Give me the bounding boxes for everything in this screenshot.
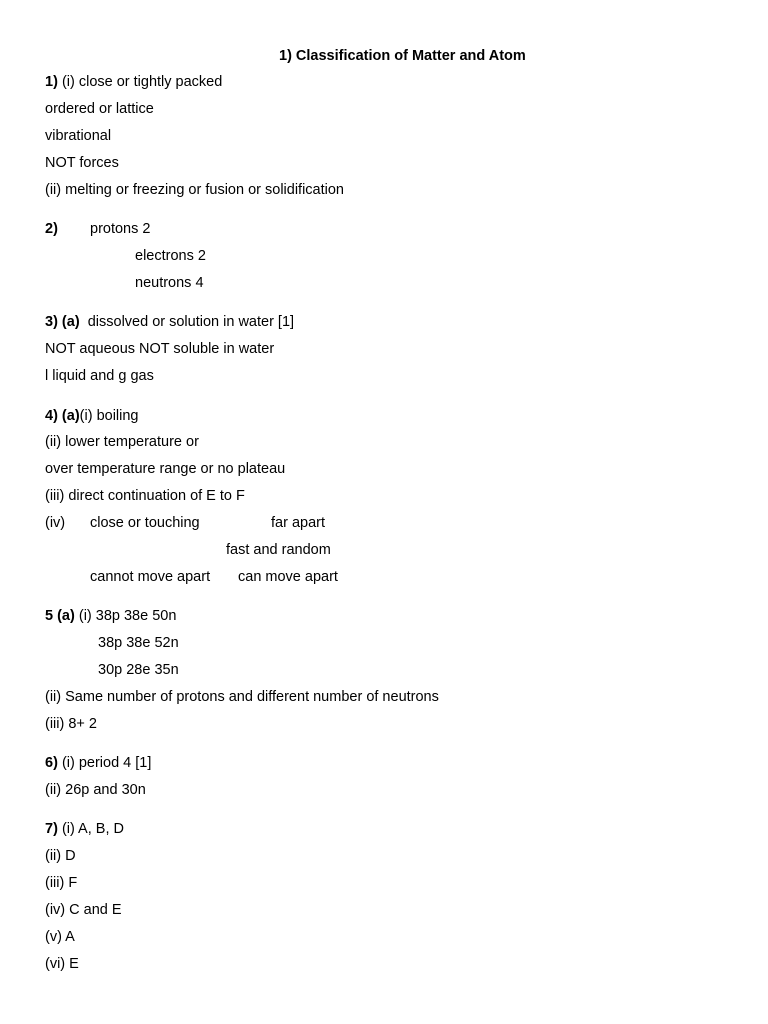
q1-line-3: vibrational: [45, 128, 112, 144]
q4-cell-fast: fast and random: [226, 542, 331, 558]
q3-number: 3) (a): [45, 314, 80, 330]
q3-line-1: [45, 313, 294, 331]
q5-line-3: 30p 28e 35n: [98, 662, 179, 678]
q4-cell-close: close or touching: [90, 515, 200, 531]
q1-line-5: (ii) melting or freezing or fusion or solidification: [45, 182, 344, 198]
q4-number: 4) (a): [45, 408, 80, 424]
q4-line-4: (iii) direct continuation of E to F: [45, 488, 245, 504]
q4-cell-can: can move apart: [238, 569, 338, 585]
q1-line-4: NOT forces: [45, 155, 119, 171]
q6-line-2: (ii) 26p and 30n: [45, 782, 146, 798]
q1-line-2: ordered or lattice: [45, 101, 154, 117]
q4-line-1: [45, 407, 139, 425]
q5-line-5: (iii) 8+ 2: [45, 716, 97, 732]
q6-text-1: (i) period 4 [1]: [61, 755, 152, 771]
q2-protons: protons 2: [90, 221, 151, 237]
q7-line-6: (vi) E: [45, 956, 79, 972]
q4-line-2: (ii) lower temperature or: [45, 434, 199, 450]
q7-line-1: [45, 820, 124, 838]
q1-text-1: (i) close or tightly packed: [61, 74, 223, 90]
page-title: 1) Classification of Matter and Atom: [279, 48, 526, 64]
q2-neutrons: neutrons 4: [135, 275, 204, 291]
q5-line-2: 38p 38e 52n: [98, 635, 179, 651]
q4-line-3: over temperature range or no plateau: [45, 461, 286, 477]
q4-text-1: (i) boiling: [79, 408, 139, 424]
q5-line-1: [45, 607, 176, 625]
q5-text-1: (i) 38p 38e 50n: [78, 608, 177, 624]
q5-line-4: (ii) Same number of protons and different number of neutrons: [45, 689, 439, 705]
q2-number: [45, 220, 58, 238]
q7-line-2: (ii) D: [45, 848, 76, 864]
q7-number: 7): [45, 821, 58, 837]
q2-number-text: 2): [45, 221, 58, 237]
q5-number: 5 (a): [45, 608, 75, 624]
q3-line-2: NOT aqueous NOT soluble in water: [45, 341, 275, 357]
q4-cell-cannot: cannot move apart: [90, 569, 211, 585]
q3-text-1: dissolved or solution in water [1]: [87, 314, 295, 330]
q7-line-4: (iv) C and E: [45, 902, 122, 918]
q7-line-3: (iii) F: [45, 875, 78, 891]
q2-electrons: electrons 2: [135, 248, 206, 264]
q1-number: 1): [45, 74, 58, 90]
q7-line-5: (v) A: [45, 929, 75, 945]
q4-cell-far: far apart: [271, 515, 325, 531]
q3-line-3: l liquid and g gas: [45, 368, 154, 384]
q7-text-1: (i) A, B, D: [61, 821, 124, 837]
q1-line-1: [45, 73, 222, 91]
q6-number: 6): [45, 755, 58, 771]
q4-iv-label: (iv): [45, 515, 66, 531]
q6-line-1: [45, 754, 151, 772]
